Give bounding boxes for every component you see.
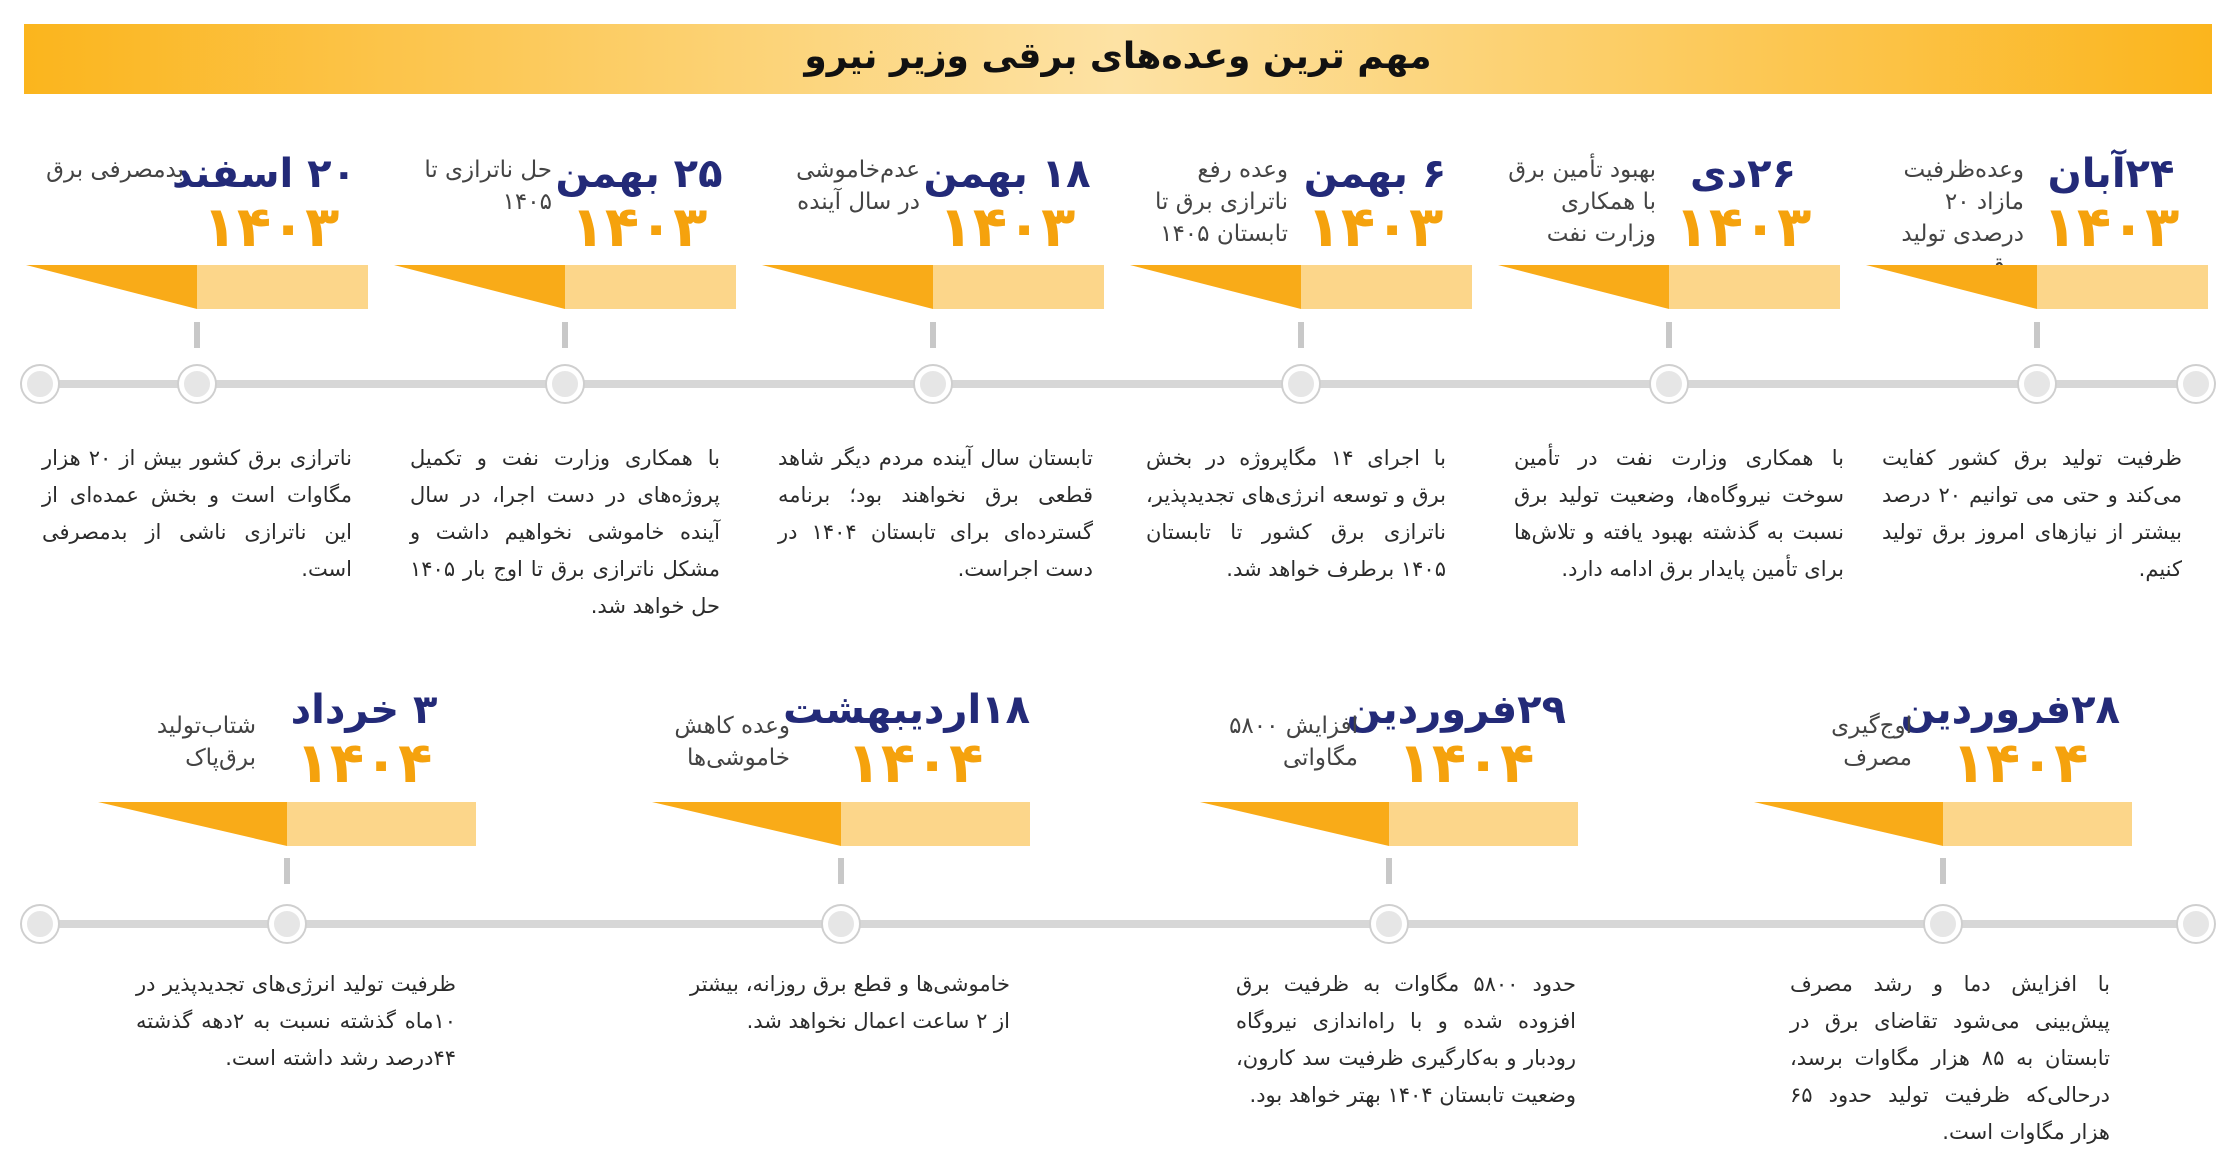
promise-description: با همکاری وزارت نفت و تکمیل پروژه‌های در دست اجرا، در سال آینده خاموشی نخواهیم داشت و مشکل ناترازی برق تا اوج بار ۱۴۰۵ حل خواهد شد. bbox=[410, 446, 720, 618]
flag-shape bbox=[98, 802, 476, 844]
flag-shape bbox=[1754, 802, 2132, 844]
timeline-node bbox=[1925, 906, 1961, 942]
promise-description: با همکاری وزارت نفت در تأمین سوخت نیروگاه‌ها، وضعیت تولید برق نسبت به گذشته بهبود یافته و تلاش‌ها برای تأمین پایدار برق ادامه دارد. bbox=[1514, 446, 1844, 581]
flag-shape bbox=[652, 802, 1030, 844]
promise-day: ۲۶دی bbox=[1689, 151, 1796, 197]
connector-tick bbox=[838, 858, 844, 884]
promise-description: تابستان سال آینده مردم دیگر شاهد قطعی برق نخواهند بود؛ برنامه گسترده‌ای برای تابستان ۱۴۰۴ در دست اجراست. bbox=[778, 446, 1093, 581]
promise-label: افزایش ۵۸۰۰ مگاواتی bbox=[1229, 713, 1358, 771]
promise-day: ۱۸اردیبهشت bbox=[783, 687, 1030, 733]
timeline-node bbox=[2019, 366, 2055, 402]
flag-shape bbox=[762, 265, 1104, 307]
title-banner bbox=[24, 24, 2212, 94]
timeline-end-node bbox=[22, 906, 58, 942]
promise-date bbox=[1658, 150, 1828, 258]
flag-shape bbox=[1200, 802, 1578, 844]
promise-item bbox=[98, 686, 476, 846]
flag-shape bbox=[26, 265, 368, 307]
connector-tick bbox=[284, 858, 290, 884]
timeline-node bbox=[1371, 906, 1407, 942]
promise-label: وعده کاهش خاموشی‌ها bbox=[674, 713, 790, 771]
timeline-node bbox=[915, 366, 951, 402]
promise-day: ۲۵ بهمن bbox=[555, 151, 723, 197]
promise-description: ناترازی برق کشور بیش از ۲۰ هزار مگاوات است و بخش عمده‌ای از این ناترازی ناشی از بدمصرفی است. bbox=[42, 446, 353, 581]
promise-date bbox=[554, 150, 724, 258]
promise-label: حل ناترازی تا ۱۴۰۵ bbox=[424, 157, 552, 215]
promise-item bbox=[762, 150, 1104, 310]
promise-label: وعده‌ظرفیت مازاد ۲۰ درصدی تولید bbox=[1901, 157, 2024, 247]
promise-date bbox=[171, 150, 356, 260]
promise-item bbox=[1866, 150, 2208, 310]
promise-year: ۱۴۰۳ bbox=[202, 195, 340, 260]
promise-item bbox=[1130, 150, 1472, 310]
connector-tick bbox=[1298, 322, 1304, 348]
promise-year: ۱۴۰۴ bbox=[1397, 731, 1535, 796]
timeline-line bbox=[40, 380, 2200, 388]
promise-year: ۱۴۰۴ bbox=[846, 731, 984, 796]
promise-day: ۶ بهمن bbox=[1303, 151, 1447, 197]
timeline-line bbox=[40, 920, 2200, 928]
timeline-node bbox=[1651, 366, 1687, 402]
promise-day: ۱۸ بهمن bbox=[923, 151, 1091, 197]
promise-description: ظرفیت تولید برق کشور کفایت می‌کند و حتی می توانیم ۲۰ درصد بیشتر از نیازهای امروز برق تولید کنیم. bbox=[1882, 446, 2182, 581]
promise-date bbox=[264, 686, 464, 794]
promise-year: ۱۴۰۳ bbox=[1674, 195, 1812, 260]
promise-day: ۲۰ اسفند bbox=[171, 151, 356, 197]
flag-shape bbox=[1130, 265, 1472, 307]
promise-label: اوج‌گیری مصرف bbox=[1831, 713, 1912, 771]
timeline-node bbox=[269, 906, 305, 942]
page-title: مهم ترین وعده‌های برقی وزیر نیرو bbox=[804, 36, 1432, 77]
promise-item bbox=[652, 686, 1030, 846]
promise-label: وعده رفع ناترازی برق تا تابستان ۱۴۰۵ bbox=[1155, 157, 1288, 247]
flag-shape bbox=[1866, 265, 2208, 307]
promise-year: ۱۴۰۳ bbox=[2042, 195, 2180, 260]
promise-item bbox=[1754, 686, 2132, 846]
promise-description: با افزایش دما و رشد مصرف پیش‌بینی می‌شود تقاضای برق در تابستان به ۸۵ هزار مگاوات برسد، درحالی‌که ظرفیت تولید حدود ۶۵ هزار مگاوات است. bbox=[1790, 972, 2110, 1144]
promise-label: بهبود تأمین برق با همکاری وزارت نفت bbox=[1508, 157, 1656, 247]
timeline-node bbox=[179, 366, 215, 402]
promise-description: خاموشی‌ها و قطع برق روزانه، بیشتر از ۲ ساعت اعمال نخواهد شد. bbox=[690, 972, 1010, 1033]
promise-item bbox=[26, 150, 368, 310]
promise-date bbox=[1346, 686, 1566, 796]
promise-year: ۱۴۰۴ bbox=[295, 731, 433, 796]
promise-label: بدمصرفی برق bbox=[46, 157, 184, 183]
promise-year: ۱۴۰۳ bbox=[938, 195, 1076, 260]
promise-day: ۲۹فروردین bbox=[1346, 687, 1566, 733]
promise-item bbox=[394, 150, 736, 310]
flag-shape bbox=[394, 265, 736, 307]
connector-tick bbox=[562, 322, 568, 348]
connector-tick bbox=[1666, 322, 1672, 348]
promise-date bbox=[783, 686, 1030, 796]
promise-day: ۳ خرداد bbox=[290, 687, 438, 733]
promise-label: شتاب‌تولید برق‌پاک bbox=[156, 713, 256, 771]
promise-date bbox=[1290, 150, 1460, 258]
connector-tick bbox=[1386, 858, 1392, 884]
promise-day: ۲۴آبان bbox=[2047, 151, 2175, 197]
promise-item bbox=[1200, 686, 1578, 846]
promise-year: ۱۴۰۳ bbox=[1306, 195, 1444, 260]
promise-year: ۱۴۰۳ bbox=[570, 195, 708, 260]
timeline-end-node bbox=[22, 366, 58, 402]
promise-date bbox=[922, 150, 1092, 258]
connector-tick bbox=[930, 322, 936, 348]
connector-tick bbox=[194, 322, 200, 348]
promise-description: ظرفیت تولید انرژی‌های تجدیدپذیر در ۱۰ماه گذشته نسبت به ۲دهه گذشته ۴۴درصد رشد داشته است. bbox=[136, 972, 457, 1070]
promise-description: حدود ۵۸۰۰ مگاوات به ظرفیت برق افزوده شده و با راه‌اندازی نیروگاه رودبار و به‌کارگیری ظرفیت سد کارون، وضعیت تابستان ۱۴۰۴ بهتر خواهد بود. bbox=[1236, 972, 1576, 1107]
promise-label: عدم‌خاموشی در سال آینده bbox=[796, 157, 920, 215]
timeline-end-node bbox=[2178, 366, 2214, 402]
timeline-node bbox=[547, 366, 583, 402]
connector-tick bbox=[2034, 322, 2040, 348]
promise-date bbox=[1900, 686, 2120, 796]
timeline-node bbox=[1283, 366, 1319, 402]
connector-tick bbox=[1940, 858, 1946, 884]
promise-day: ۲۸فروردین bbox=[1900, 687, 2120, 733]
promise-description: با اجرای ۱۴ مگاپروژه در بخش برق و توسعه انرژی‌های تجدیدپذیر، ناترازی برق کشور تا تابستان ۱۴۰۵ برطرف خواهد شد. bbox=[1146, 446, 1446, 581]
flag-shape bbox=[1498, 265, 1840, 307]
timeline-node bbox=[823, 906, 859, 942]
promise-date bbox=[2026, 150, 2196, 258]
timeline-end-node bbox=[2178, 906, 2214, 942]
promise-year: ۱۴۰۴ bbox=[1951, 731, 2089, 796]
promise-item bbox=[1498, 150, 1840, 310]
